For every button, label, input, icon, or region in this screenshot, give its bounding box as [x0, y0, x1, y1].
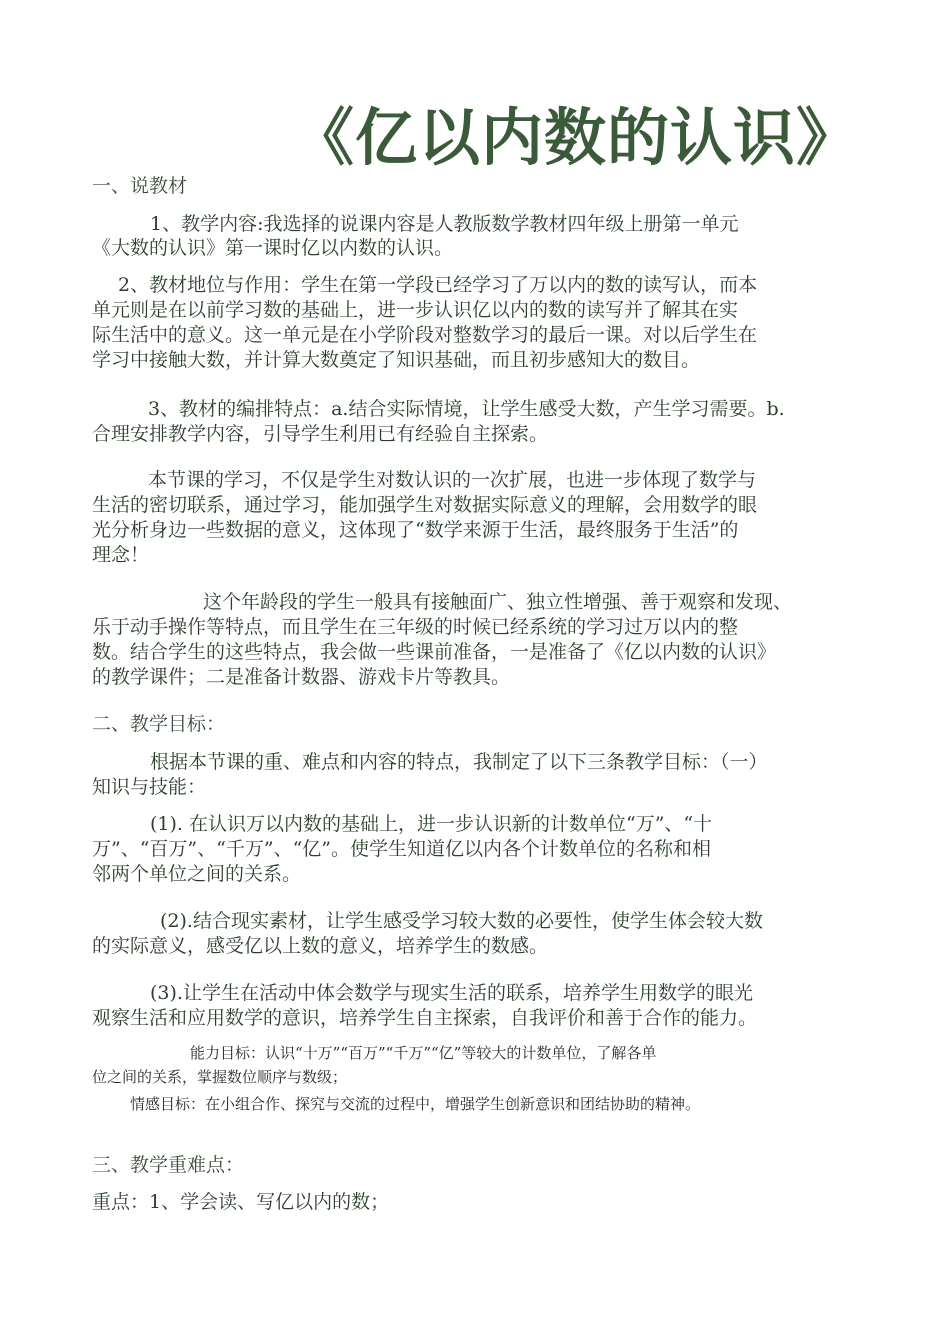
paragraph-line: 理念！	[92, 544, 150, 566]
paragraph-line: 的教学课件；二是准备计数器、游戏卡片等教具。	[92, 666, 511, 688]
section-heading-2: 二、教学目标：	[92, 713, 226, 735]
paragraph-line: 《大数的认识》第一课时亿以内数的认识。	[92, 237, 454, 259]
paragraph-line: 位之间的关系，掌握数位顺序与数级；	[92, 1068, 348, 1086]
paragraph-line: 光分析身边一些数据的意义，这体现了“数学来源于生活，最终服务于生活”的	[92, 519, 739, 541]
paragraph-line: 的实际意义，感受亿以上数的意义，培养学生的数感。	[92, 935, 549, 957]
paragraph-line: 重点：1、学会读、写亿以内的数；	[92, 1191, 390, 1213]
paragraph-line: 能力目标：认识“十万”“百万”“千万”“亿”等较大的计数单位，了解各单	[190, 1044, 657, 1062]
paragraph-line: 合理安排教学内容，引导学生利用已有经验自主探索。	[92, 423, 549, 445]
paragraph-line: (1). 在认识万以内数的基础上，进一步认识新的计数单位“万”、“十	[150, 813, 713, 835]
paragraph-line: 乐于动手操作等特点，而且学生在三年级的时候已经系统的学习过万以内的整	[92, 616, 739, 638]
paragraph-line: 际生活中的意义。这一单元是在小学阶段对整数学习的最后一课。对以后学生在	[92, 324, 758, 346]
paragraph-line: (3).让学生在活动中体会数学与现实生活的联系，培养学生用数学的眼光	[150, 982, 753, 1004]
paragraph-line: 1、教学内容:我选择的说课内容是人教版数学教材四年级上册第一单元	[150, 213, 739, 235]
paragraph-line: 2、教材地位与作用：学生在第一学段已经学习了万以内的数的读写认，而本	[118, 274, 758, 296]
paragraph-line: 万”、“百万”、“千万”、“亿”。使学生知道亿以内各个计数单位的名称和相	[92, 838, 711, 860]
paragraph-line: 学习中接触大数，并计算大数奠定了知识基础，而且初步感知大的数目。	[92, 349, 701, 371]
paragraph-line: (2).结合现实素材，让学生感受学习较大数的必要性，使学生体会较大数	[160, 910, 763, 932]
paragraph-line: 根据本节课的重、难点和内容的特点，我制定了以下三条教学目标：（一）	[150, 751, 768, 773]
section-heading-3: 三、教学重难点：	[92, 1154, 245, 1176]
paragraph-line: 本节课的学习，不仅是学生对数认识的一次扩展，也进一步体现了数学与	[148, 469, 757, 491]
paragraph-line: 知识与技能：	[92, 776, 207, 798]
paragraph-line: 观察生活和应用数学的意识，培养学生自主探索，自我评价和善于合作的能力。	[92, 1007, 758, 1029]
paragraph-line: 情感目标：在小组合作、探究与交流的过程中，增强学生创新意识和团结协助的精神。	[130, 1095, 701, 1113]
paragraph-line: 数。结合学生的这些特点，我会做一些课前准备，一是准备了《亿以内数的认识》	[92, 641, 777, 663]
paragraph-line: 邻两个单位之间的关系。	[92, 863, 302, 885]
section-heading-1: 一、说教材	[92, 175, 188, 197]
paragraph-line: 生活的密切联系，通过学习，能加强学生对数据实际意义的理解，会用数学的眼	[92, 494, 758, 516]
document-title: 《亿以内数的认识》	[292, 101, 860, 174]
paragraph-line: 3、教材的编排特点：a.结合实际情境，让学生感受大数，产生学习需要。b.	[148, 398, 785, 420]
paragraph-line: 这个年龄段的学生一般具有接触面广、独立性增强、善于观察和发现、	[203, 591, 793, 613]
paragraph-line: 单元则是在以前学习数的基础上，进一步认识亿以内的数的读写并了解其在实	[92, 299, 739, 321]
